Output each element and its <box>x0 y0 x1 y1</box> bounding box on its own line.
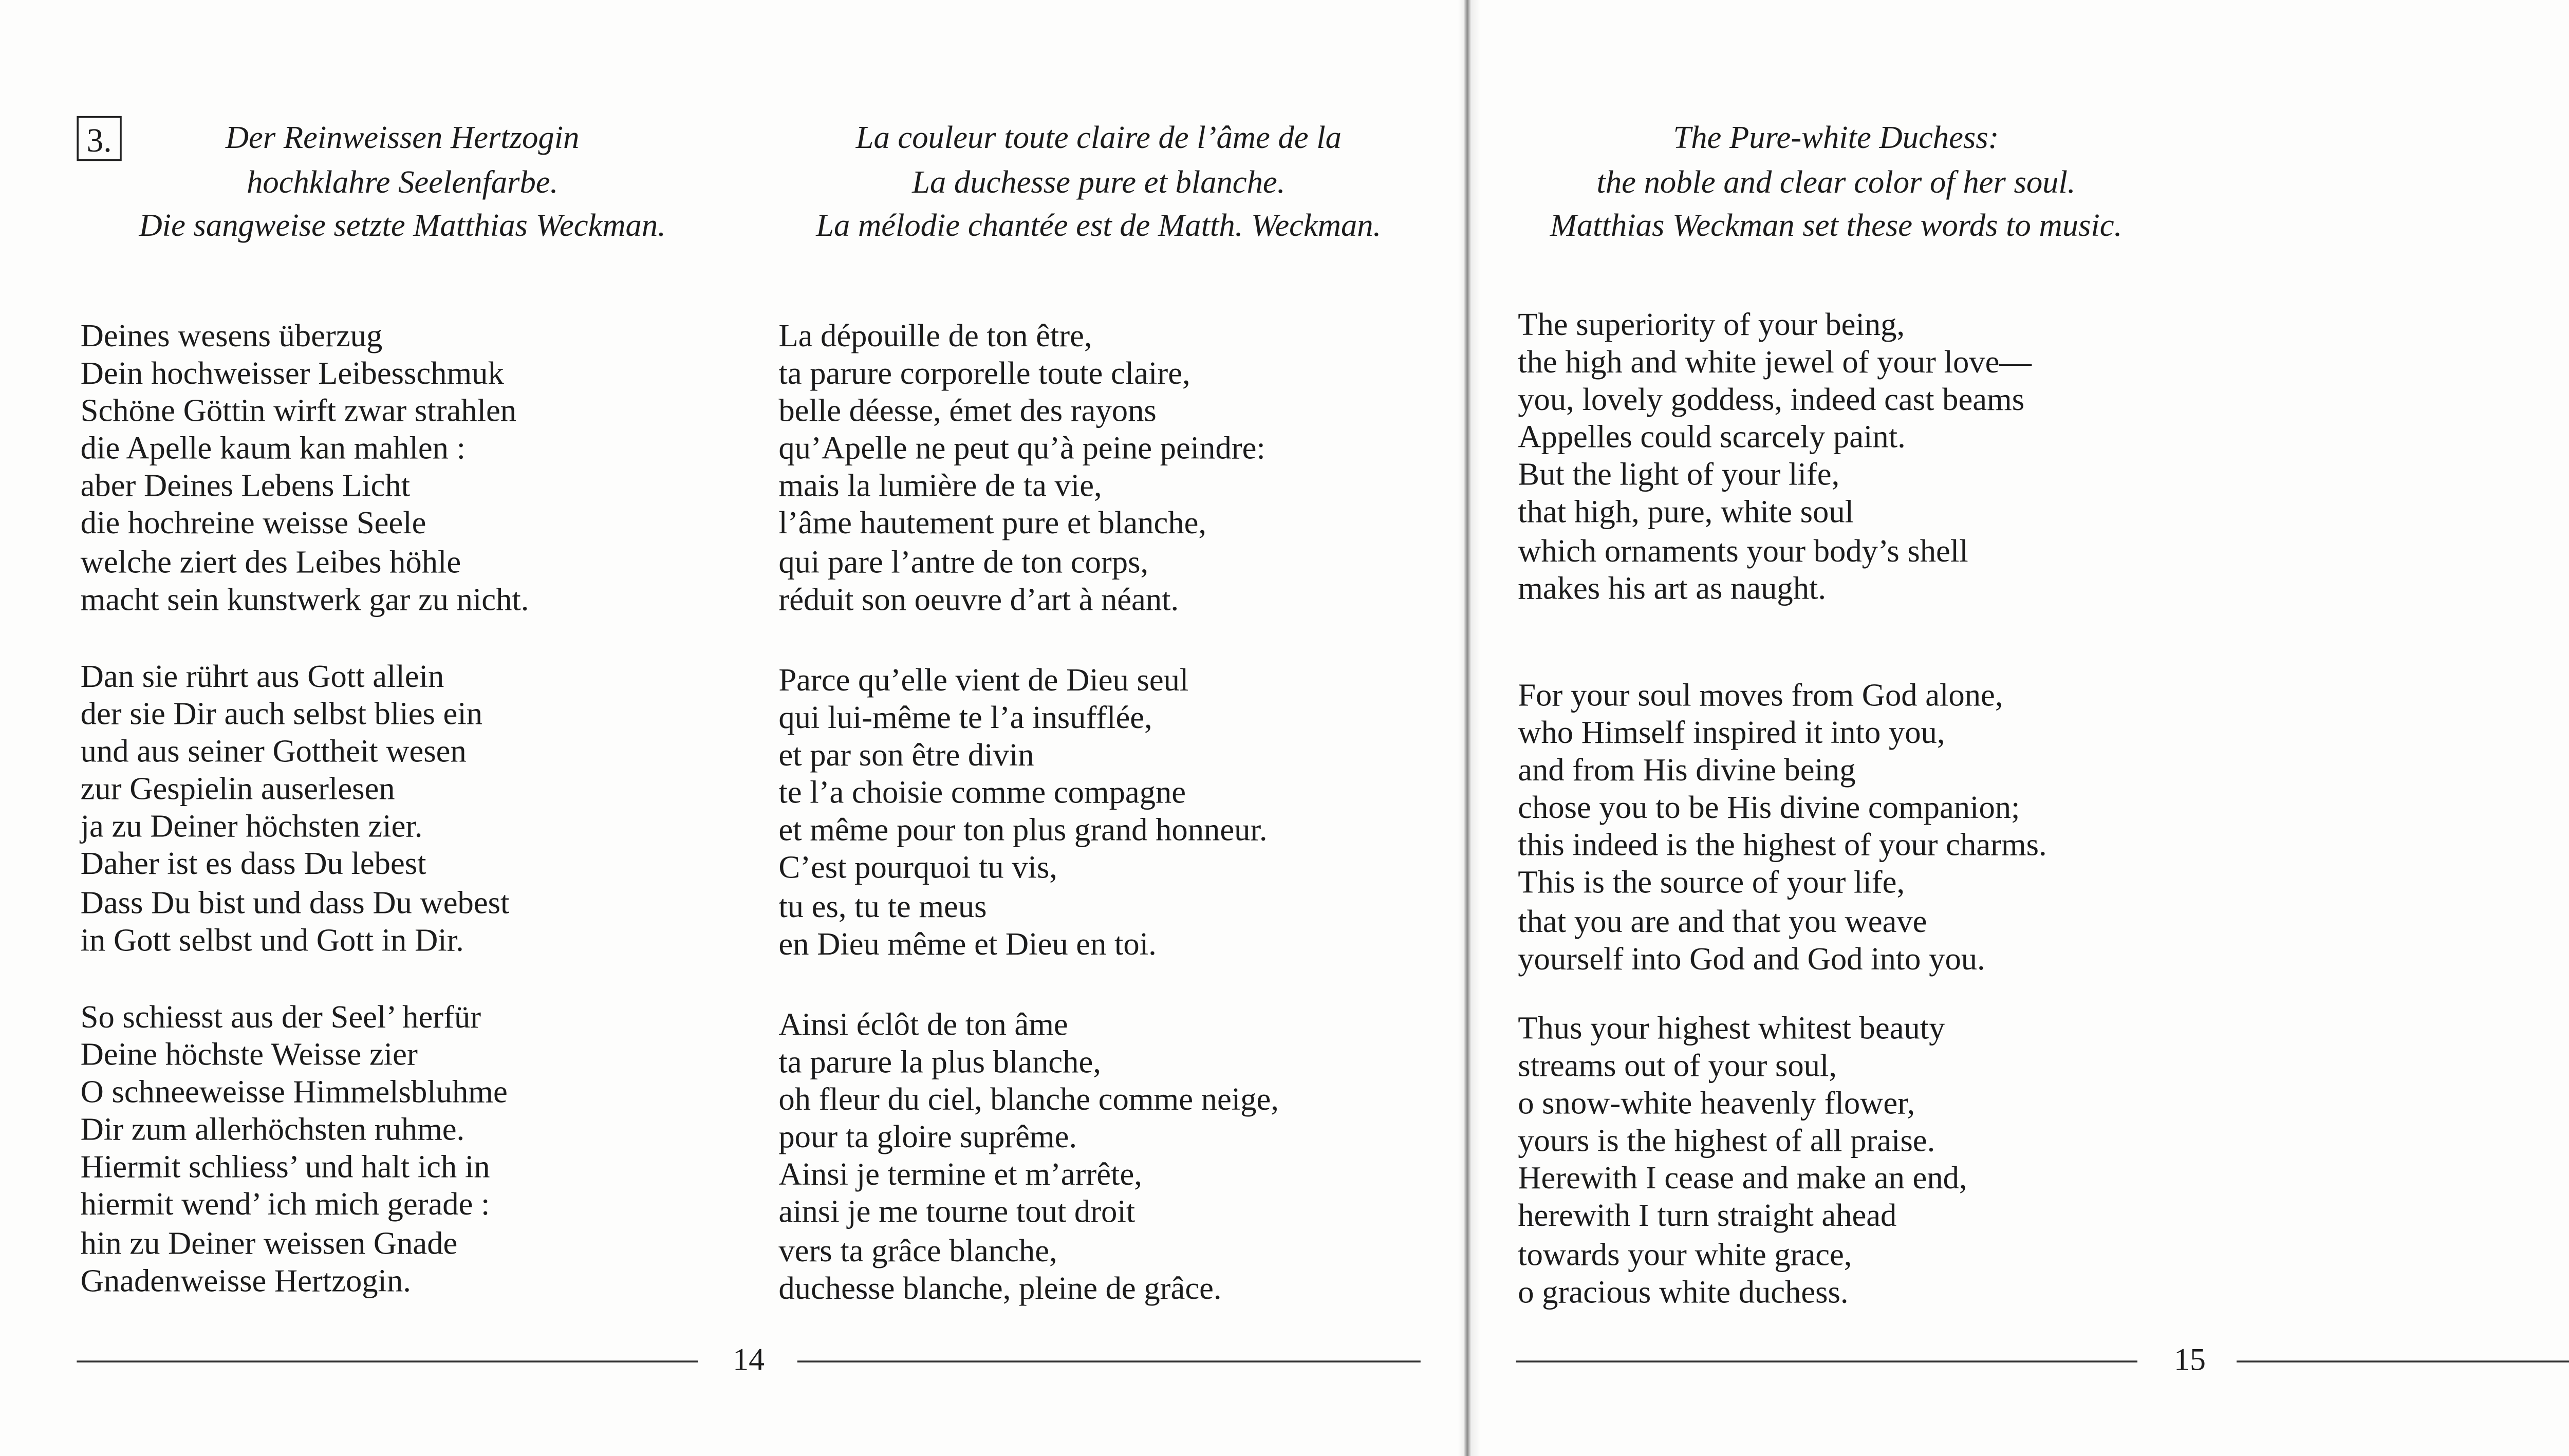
english-stanza-2 <box>1518 678 2046 979</box>
heading-line: the noble and clear color of her soul. <box>1596 163 2076 199</box>
german-stanza-3 <box>81 999 508 1300</box>
verse-line: streams out of your soul, <box>1518 1048 1837 1084</box>
page-gutter <box>1458 0 1481 1456</box>
verse-line: qui pare l’antre de ton corps, <box>778 544 1149 580</box>
verse-line: belle déesse, émet des rayons <box>778 393 1157 429</box>
verse-line: duchesse blanche, pleine de grâce. <box>778 1270 1222 1306</box>
track-number-box: 3. <box>77 116 121 161</box>
verse-line: o snow-white heavenly flower, <box>1518 1086 1915 1122</box>
verse-line: The superiority of your being, <box>1518 307 1905 343</box>
english-heading <box>1509 116 2164 248</box>
footer-rule <box>797 1360 1421 1362</box>
verse-line: Deines wesens überzug <box>80 318 383 354</box>
german-heading <box>75 116 730 248</box>
verse-line: chose you to be His divine companion; <box>1518 790 2020 826</box>
verse-line: Ainsi je termine et m’arrête, <box>778 1157 1142 1193</box>
verse-line: La dépouille de ton être, <box>778 318 1092 354</box>
footer-rule <box>77 1360 698 1362</box>
verse-line: Appelles could scarcely paint. <box>1518 419 1906 456</box>
verse-line: Ainsi éclôt de ton âme <box>778 1006 1068 1042</box>
page-number-left: 14 <box>733 1341 765 1378</box>
heading-line: Der Reinweissen Hertzogin <box>225 120 580 156</box>
verse-line: hin zu Deiner weissen Gnade <box>80 1225 458 1261</box>
verse-line: Dan sie rührt aus Gott allein <box>80 659 444 695</box>
verse-line: For your soul moves from God alone, <box>1518 677 2003 713</box>
verse-line: der sie Dir auch selbst blies ein <box>80 696 483 732</box>
english-stanza-1 <box>1518 307 2032 608</box>
verse-line: So schiesst aus der Seel’ herfür <box>80 999 481 1035</box>
verse-line: Herewith I cease and make an end, <box>1518 1161 1967 1197</box>
french-stanza-3 <box>778 1007 1279 1308</box>
verse-line: Hiermit schliess’ und halt ich in <box>80 1149 490 1186</box>
verse-line: oh fleur du ciel, blanche comme neige, <box>778 1082 1279 1118</box>
verse-line: ainsi je me tourne tout droit <box>778 1194 1135 1230</box>
verse-line: herewith I turn straight ahead <box>1518 1199 1897 1235</box>
verse-line: pour ta gloire suprême. <box>778 1119 1077 1155</box>
heading-line: La couleur toute claire de l’âme de la <box>855 120 1342 156</box>
verse-line: Schöne Göttin wirft zwar strahlen <box>80 393 517 429</box>
german-stanza-1 <box>81 318 529 619</box>
heading-line: La mélodie chantée est de Matth. Weckman. <box>816 208 1382 244</box>
verse-line: yours is the highest of all praise. <box>1518 1123 1935 1159</box>
verse-line: mais la lumière de ta vie, <box>778 469 1102 505</box>
verse-line: qu’Apelle ne peut qu’à peine peindre: <box>778 431 1265 467</box>
verse-line: o gracious white duchess. <box>1518 1274 1849 1310</box>
verse-line: But the light of your life, <box>1518 457 1840 493</box>
french-stanza-1 <box>778 318 1265 619</box>
verse-line: die Apelle kaum kan mahlen : <box>80 431 466 467</box>
verse-line: Dir zum allerhöchsten ruhme. <box>80 1112 465 1148</box>
heading-line: The Pure-white Duchess: <box>1673 120 1999 156</box>
verse-line: aber Deines Lebens Licht <box>80 469 411 505</box>
verse-line: Parce qu’elle vient de Dieu seul <box>778 662 1189 698</box>
verse-line: who Himself inspired it into you, <box>1518 715 1945 751</box>
verse-line: ta parure la plus blanche, <box>778 1044 1101 1080</box>
verse-line: Daher ist es dass Du lebest <box>80 847 426 883</box>
verse-line: Dein hochweisser Leibesschmuk <box>80 356 504 391</box>
verse-line: die hochreine weisse Seele <box>80 506 426 542</box>
verse-line: this indeed is the highest of your charms. <box>1518 828 2047 864</box>
verse-line: und aus seiner Gottheit wesen <box>80 734 467 770</box>
footer-rule <box>1516 1360 2137 1362</box>
verse-line: C’est pourquoi tu vis, <box>778 850 1058 886</box>
verse-line: in Gott selbst und Gott in Dir. <box>80 922 464 958</box>
verse-line: Deine höchste Weisse zier <box>80 1037 418 1073</box>
verse-line: makes his art as naught. <box>1518 570 1827 606</box>
verse-line: en Dieu même et Dieu en toi. <box>778 925 1157 962</box>
verse-line: Dass Du bist und dass Du webest <box>80 884 510 920</box>
heading-line: hochklahre Seelenfarbe. <box>247 163 559 199</box>
page-number-right: 15 <box>2173 1341 2206 1378</box>
verse-line: macht sein kunstwerk gar zu nicht. <box>80 581 529 617</box>
footer-rule <box>2237 1360 2569 1362</box>
verse-line: you, lovely goddess, indeed cast beams <box>1518 382 2025 418</box>
verse-line: This is the source of your life, <box>1518 865 1905 901</box>
verse-line: Gnadenweisse Hertzogin. <box>80 1262 411 1298</box>
verse-line: Thus your highest whitest beauty <box>1518 1011 1945 1047</box>
verse-line: O schneeweisse Himmelsbluhme <box>80 1074 508 1110</box>
verse-line: l’âme hautement pure et blanche, <box>778 506 1207 542</box>
verse-line: vers ta grâce blanche, <box>778 1232 1057 1268</box>
verse-line: et par son être divin <box>778 737 1034 774</box>
verse-line: that high, pure, white soul <box>1518 495 1854 531</box>
heading-line: La duchesse pure et blanche. <box>912 163 1286 199</box>
heading-line: Matthias Weckman set these words to music. <box>1550 208 2123 244</box>
german-stanza-2 <box>81 659 510 960</box>
verse-line: hiermit wend’ ich mich gerade : <box>80 1187 490 1223</box>
english-stanza-3 <box>1518 1011 1967 1312</box>
verse-line: towards your white grace, <box>1518 1236 1852 1272</box>
verse-line: the high and white jewel of your love— <box>1518 344 2032 380</box>
verse-line: et même pour ton plus grand honneur. <box>778 813 1268 849</box>
verse-line: yourself into God and God into you. <box>1518 941 1985 977</box>
verse-line: réduit son oeuvre d’art à néant. <box>778 581 1179 617</box>
french-stanza-2 <box>778 663 1267 964</box>
verse-line: zur Gespielin auserlesen <box>80 771 395 808</box>
verse-line: qui lui-même te l’a insufflée, <box>778 700 1152 736</box>
verse-line: ta parure corporelle toute claire, <box>778 356 1190 391</box>
verse-line: ja zu Deiner höchsten zier. <box>80 809 423 845</box>
verse-line: welche ziert des Leibes höhle <box>80 544 461 580</box>
verse-line: which ornaments your body’s shell <box>1518 532 1968 568</box>
heading-line: Die sangweise setzte Matthias Weckman. <box>139 208 666 244</box>
verse-line: tu es, tu te meus <box>778 888 987 924</box>
french-heading <box>762 116 1436 248</box>
verse-line: that you are and that you weave <box>1518 903 1927 939</box>
verse-line: and from His divine being <box>1518 753 1856 789</box>
verse-line: te l’a choisie comme compagne <box>778 775 1186 811</box>
